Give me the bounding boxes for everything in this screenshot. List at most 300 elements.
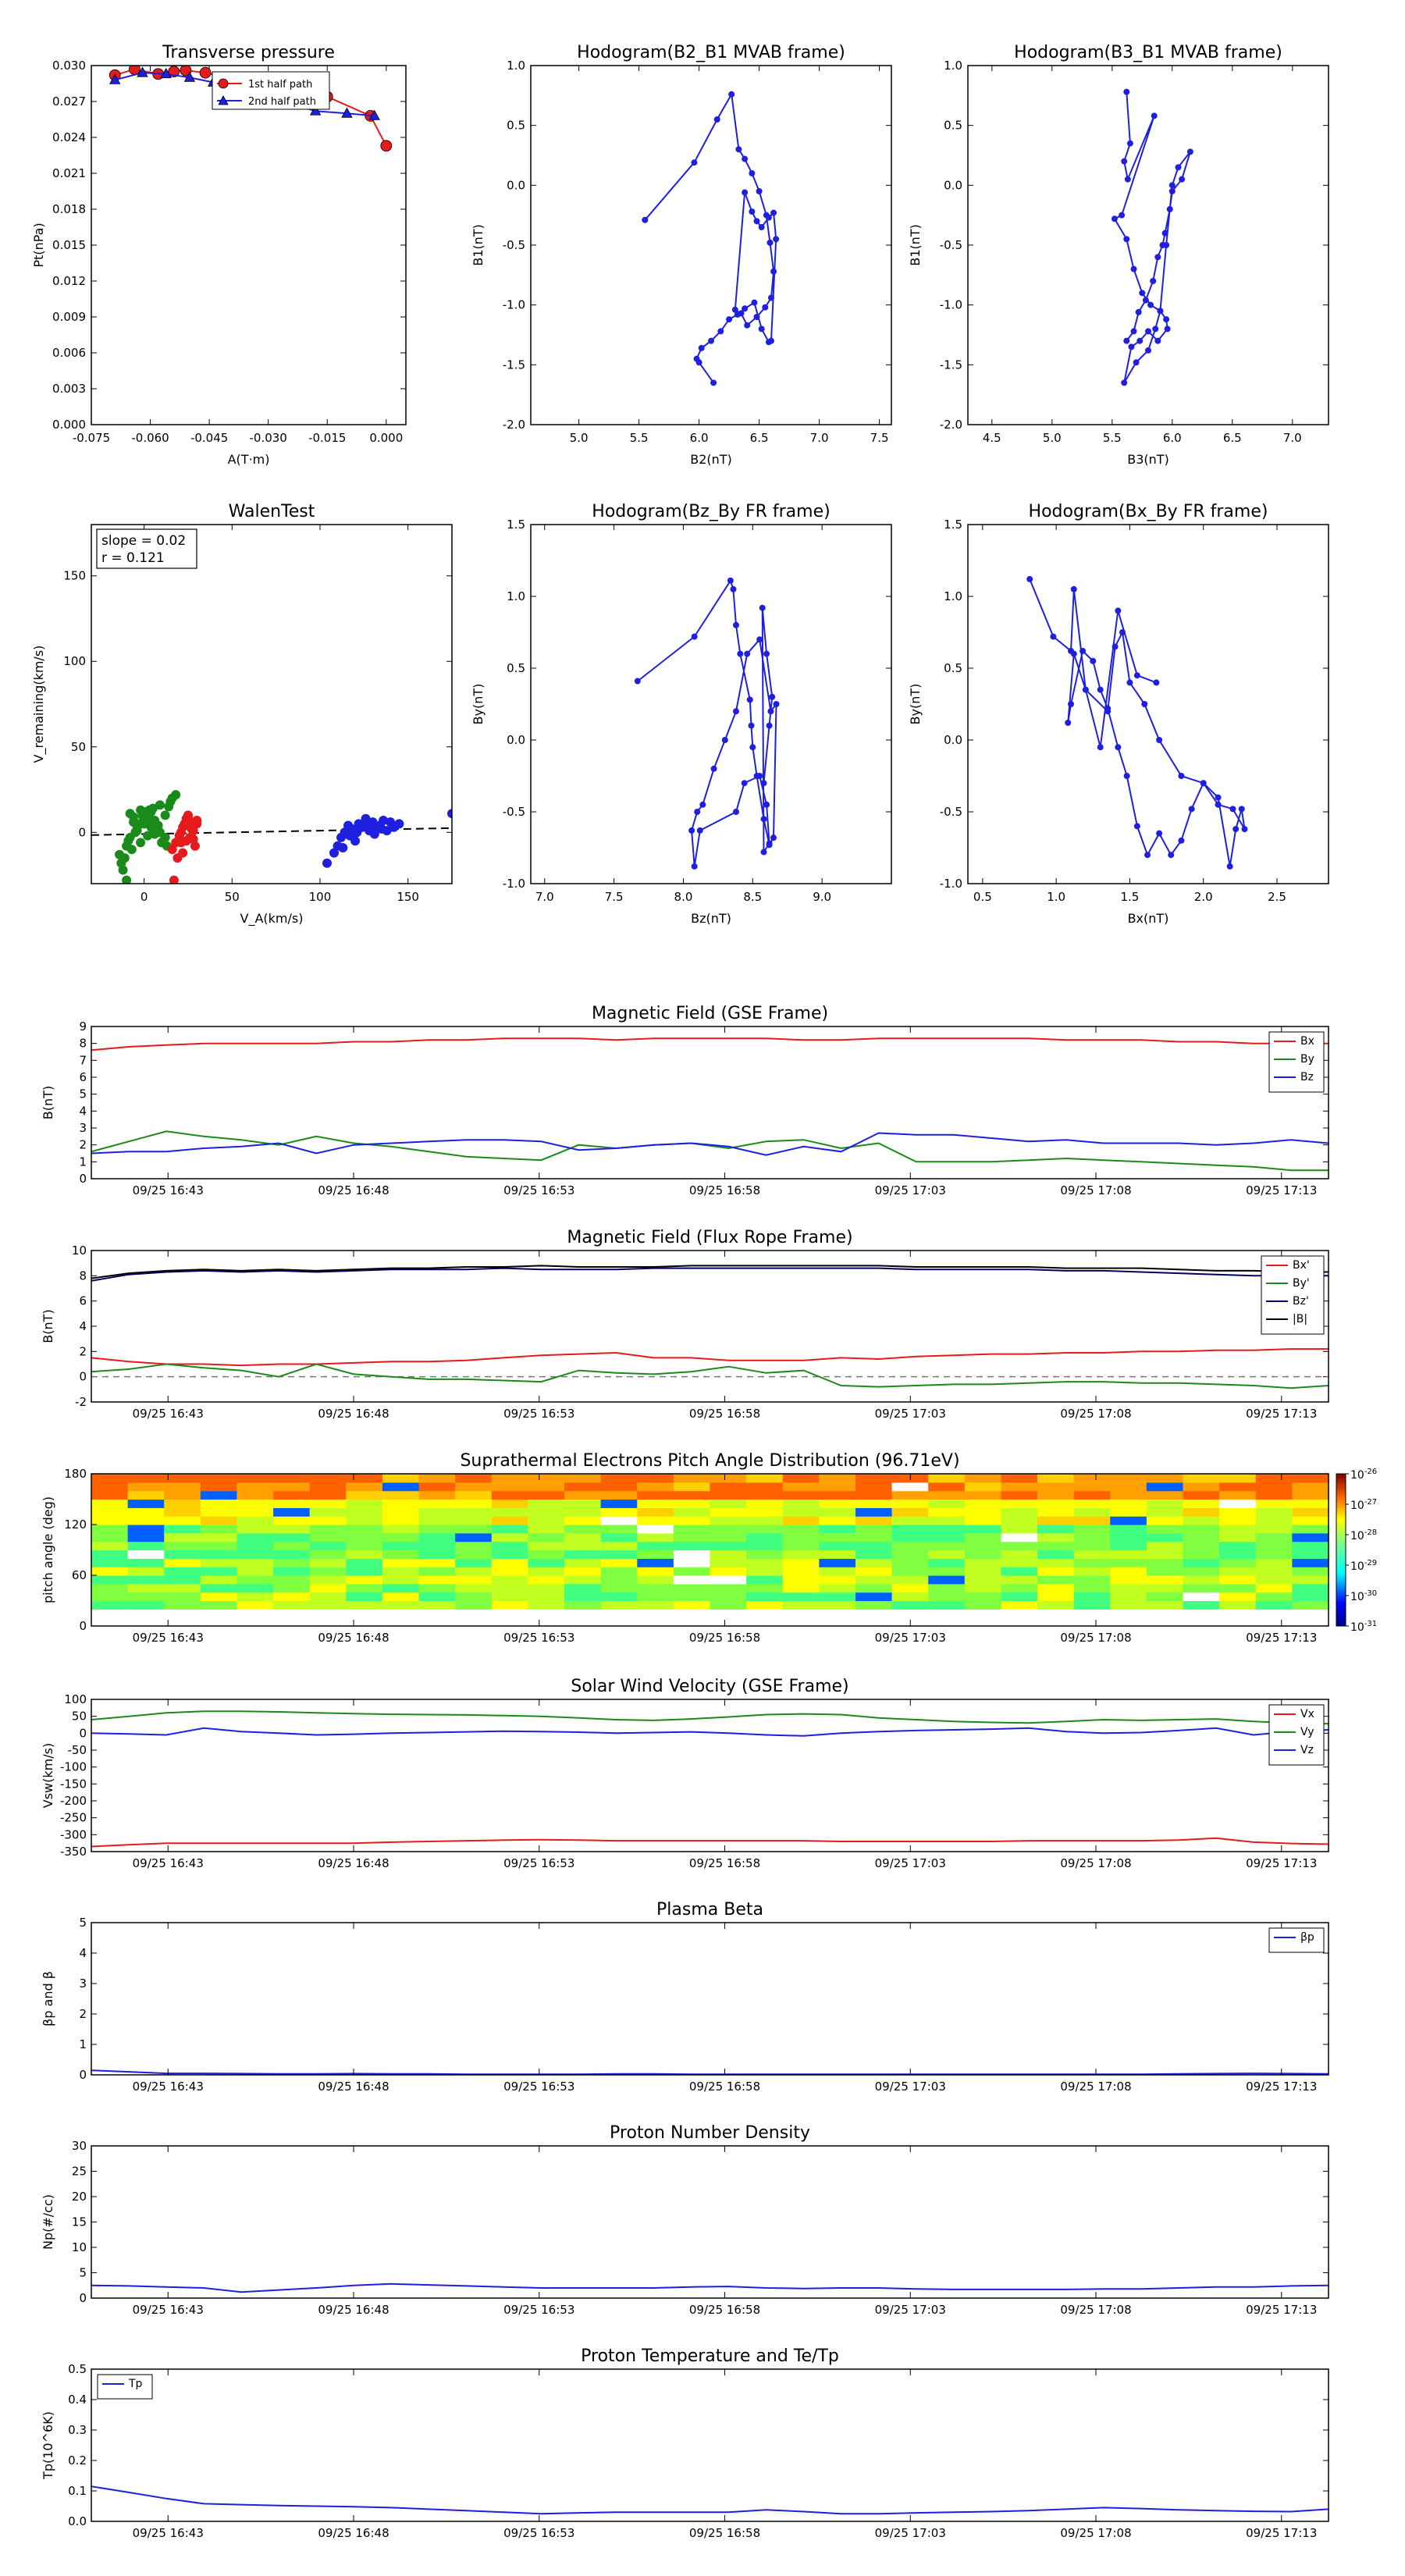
heatmap-cell bbox=[1110, 1507, 1147, 1516]
y-tick-label: 1.0 bbox=[944, 59, 962, 73]
y-tick-label: 3 bbox=[79, 1121, 87, 1135]
x-tick-label: 09/25 16:43 bbox=[132, 2080, 204, 2094]
heatmap-cell bbox=[528, 1507, 564, 1516]
chart-title: Transverse pressure bbox=[162, 43, 335, 62]
heatmap-cell bbox=[1110, 1592, 1147, 1601]
heatmap-cell bbox=[710, 1567, 747, 1575]
x-tick-label: 0.5 bbox=[973, 890, 992, 904]
heatmap-cell bbox=[91, 1507, 128, 1516]
heatmap-cell bbox=[273, 1516, 310, 1525]
heatmap-cell bbox=[201, 1533, 237, 1542]
data-point bbox=[727, 578, 734, 584]
heatmap-cell bbox=[237, 1525, 273, 1533]
heatmap-cell bbox=[1001, 1491, 1037, 1500]
heatmap-cell bbox=[492, 1507, 528, 1516]
y-tick-label: 0.003 bbox=[52, 382, 86, 396]
data-point bbox=[1168, 852, 1174, 858]
heatmap-cell bbox=[91, 1601, 128, 1610]
y-tick-label: 8 bbox=[79, 1036, 87, 1051]
heatmap-cell bbox=[1147, 1482, 1183, 1491]
heatmap-cell bbox=[1147, 1558, 1183, 1567]
heatmap-cell bbox=[855, 1482, 892, 1491]
x-tick-label: 09/25 17:03 bbox=[874, 2303, 946, 2317]
data-point bbox=[766, 215, 772, 221]
data-point bbox=[1126, 679, 1133, 685]
data-point bbox=[1071, 586, 1077, 592]
heatmap-cell bbox=[1219, 1525, 1256, 1533]
heatmap-cell bbox=[1110, 1601, 1147, 1610]
heatmap-cell bbox=[601, 1584, 638, 1592]
heatmap-cell bbox=[1219, 1601, 1256, 1610]
data-point bbox=[1139, 290, 1145, 296]
heatmap-cell bbox=[1183, 1542, 1220, 1550]
heatmap-cell bbox=[710, 1575, 747, 1584]
legend bbox=[1269, 1705, 1324, 1765]
annotation-r: r = 0.121 bbox=[101, 550, 165, 566]
data-point bbox=[691, 159, 697, 165]
heatmap-cell bbox=[1147, 1516, 1183, 1525]
data-point bbox=[1152, 326, 1158, 332]
y-tick-label: 3 bbox=[79, 1976, 87, 1991]
heatmap-cell bbox=[637, 1516, 674, 1525]
heatmap-cell bbox=[273, 1584, 310, 1592]
heatmap-cell bbox=[1110, 1542, 1147, 1550]
heatmap-cell bbox=[1037, 1584, 1074, 1592]
heatmap-cell bbox=[201, 1584, 237, 1592]
y-tick-label: -0.5 bbox=[502, 238, 525, 252]
heatmap-cell bbox=[382, 1542, 419, 1550]
heatmap-cell bbox=[855, 1491, 892, 1500]
legend bbox=[212, 72, 329, 109]
y-tick-label: -350 bbox=[59, 1845, 87, 1859]
heatmap-cell bbox=[1074, 1500, 1111, 1508]
data-point bbox=[761, 780, 767, 786]
data-point bbox=[751, 300, 757, 306]
heatmap-cell bbox=[783, 1542, 820, 1550]
chart-title: Hodogram(Bz_By FR frame) bbox=[592, 502, 831, 521]
y-axis-label: Np(#/cc) bbox=[41, 2194, 55, 2250]
heatmap-cell bbox=[1183, 1516, 1220, 1525]
data-point bbox=[1150, 278, 1156, 284]
heatmap-cell bbox=[783, 1482, 820, 1491]
data-point bbox=[1071, 651, 1077, 657]
heatmap-cell bbox=[928, 1592, 965, 1601]
heatmap-cell bbox=[528, 1542, 564, 1550]
heatmap-cell bbox=[346, 1601, 382, 1610]
heatmap-cell bbox=[1110, 1575, 1147, 1584]
heatmap-cell bbox=[164, 1584, 201, 1592]
heatmap-cell bbox=[310, 1584, 347, 1592]
y-axis-label: By(nT) bbox=[471, 683, 486, 725]
colorbar-label: $10^{-31}$ bbox=[1350, 1620, 1378, 1634]
heatmap-cell bbox=[637, 1542, 674, 1550]
data-point bbox=[1136, 338, 1143, 344]
heatmap-cell bbox=[1183, 1507, 1220, 1516]
heatmap-cell bbox=[273, 1507, 310, 1516]
heatmap-cell bbox=[1037, 1482, 1074, 1491]
data-point bbox=[749, 208, 755, 215]
y-tick-label: 0.5 bbox=[68, 2362, 87, 2376]
heatmap-cell bbox=[201, 1550, 237, 1559]
heatmap-cell bbox=[1147, 1500, 1183, 1508]
heatmap-cell bbox=[237, 1575, 273, 1584]
data-point bbox=[1169, 182, 1176, 188]
data-point bbox=[692, 634, 698, 640]
y-tick-label: 25 bbox=[71, 2164, 87, 2179]
y-tick-label: 0.006 bbox=[52, 346, 86, 360]
heatmap-cell bbox=[128, 1601, 165, 1610]
x-tick-label: 6.5 bbox=[1222, 431, 1242, 445]
heatmap-cell bbox=[1256, 1601, 1293, 1610]
colorbar-label: $10^{-26}$ bbox=[1350, 1468, 1378, 1482]
data-point bbox=[1112, 643, 1119, 649]
data-point bbox=[770, 834, 777, 841]
y-tick-label: 0.012 bbox=[52, 274, 86, 288]
heatmap-cell bbox=[892, 1491, 929, 1500]
heatmap-cell bbox=[455, 1533, 492, 1542]
heatmap-cell bbox=[1183, 1584, 1220, 1592]
data-point bbox=[1200, 780, 1207, 786]
heatmap-cell bbox=[674, 1542, 710, 1550]
y-tick-label: 0.0 bbox=[944, 733, 962, 747]
heatmap-cell bbox=[1074, 1550, 1111, 1559]
heatmap-cell bbox=[783, 1567, 820, 1575]
data-point bbox=[1232, 826, 1239, 832]
heatmap-cell bbox=[128, 1592, 165, 1601]
x-tick-label: 6.5 bbox=[749, 431, 769, 445]
heatmap-cell bbox=[164, 1507, 201, 1516]
heatmap-cell bbox=[237, 1474, 273, 1482]
x-tick-label: 7.0 bbox=[809, 431, 829, 445]
heatmap-cell bbox=[819, 1500, 855, 1508]
heatmap-cell bbox=[928, 1601, 965, 1610]
heatmap-cell bbox=[1219, 1507, 1256, 1516]
heatmap-cell bbox=[237, 1601, 273, 1610]
heatmap-cell bbox=[128, 1567, 165, 1575]
y-tick-label: -150 bbox=[59, 1777, 87, 1791]
x-tick-label: 8.5 bbox=[743, 890, 763, 904]
x-tick-label: 09/25 17:13 bbox=[1246, 1183, 1318, 1197]
heatmap-cell bbox=[128, 1542, 165, 1550]
heatmap-cell bbox=[1219, 1575, 1256, 1584]
heatmap-cell bbox=[855, 1500, 892, 1508]
heatmap-cell bbox=[746, 1542, 783, 1550]
heatmap-cell bbox=[382, 1558, 419, 1567]
x-tick-label: 2.5 bbox=[1268, 890, 1286, 904]
heatmap-cell bbox=[201, 1482, 237, 1491]
heatmap-cell bbox=[819, 1516, 855, 1525]
y-tick-label: 5 bbox=[79, 1087, 87, 1101]
heatmap-cell bbox=[346, 1558, 382, 1567]
heatmap-cell bbox=[601, 1575, 638, 1584]
heatmap-cell bbox=[819, 1558, 855, 1567]
heatmap-cell bbox=[819, 1525, 855, 1533]
legend-label: Bx' bbox=[1293, 1259, 1310, 1272]
y-tick-label: 5 bbox=[79, 2265, 87, 2280]
heatmap-cell bbox=[91, 1575, 128, 1584]
heatmap-cell bbox=[310, 1500, 347, 1508]
heatmap-cell bbox=[1037, 1575, 1074, 1584]
heatmap-cell bbox=[201, 1542, 237, 1550]
heatmap-cell bbox=[128, 1507, 165, 1516]
data-point bbox=[1144, 852, 1151, 858]
heatmap-cell bbox=[1001, 1533, 1037, 1542]
heatmap-cell bbox=[310, 1567, 347, 1575]
x-tick-label: -0.015 bbox=[308, 431, 347, 445]
y-tick-label: 2 bbox=[79, 1137, 87, 1152]
heatmap-cell bbox=[892, 1550, 929, 1559]
x-tick-label: 09/25 17:13 bbox=[1246, 1407, 1318, 1421]
data-point bbox=[711, 766, 717, 772]
data-point bbox=[1115, 744, 1121, 750]
heatmap-cell bbox=[1147, 1525, 1183, 1533]
data-point bbox=[1167, 206, 1173, 212]
heatmap-cell bbox=[91, 1491, 128, 1500]
heatmap-cell bbox=[382, 1500, 419, 1508]
x-tick-label: 09/25 16:53 bbox=[503, 1856, 575, 1870]
y-tick-label: 0 bbox=[79, 2291, 87, 2305]
data-point bbox=[1083, 687, 1089, 693]
heatmap-cell bbox=[528, 1601, 564, 1610]
x-tick-label: 09/25 16:53 bbox=[503, 1183, 575, 1197]
x-tick-label: 09/25 17:08 bbox=[1060, 2526, 1132, 2540]
chart-title: WalenTest bbox=[228, 502, 315, 521]
x-tick-label: 09/25 17:03 bbox=[874, 1183, 946, 1197]
heatmap-cell bbox=[455, 1474, 492, 1482]
x-tick-label: 7.0 bbox=[535, 890, 554, 904]
x-axis-label: Bx(nT) bbox=[1127, 911, 1169, 926]
heatmap-cell bbox=[819, 1482, 855, 1491]
heatmap-cell bbox=[855, 1592, 892, 1601]
heatmap-cell bbox=[637, 1550, 674, 1559]
data-point bbox=[1119, 212, 1125, 219]
heatmap-cell bbox=[601, 1474, 638, 1482]
heatmap-cell bbox=[1256, 1516, 1293, 1525]
data-point bbox=[126, 809, 135, 818]
heatmap-cell bbox=[1183, 1558, 1220, 1567]
heatmap-cell bbox=[201, 1558, 237, 1567]
data-point bbox=[726, 316, 732, 322]
heatmap-cell bbox=[91, 1584, 128, 1592]
data-point bbox=[733, 622, 739, 628]
heatmap-cell bbox=[601, 1500, 638, 1508]
data-point bbox=[1125, 176, 1131, 183]
data-point bbox=[1128, 343, 1134, 350]
data-point bbox=[742, 156, 748, 162]
x-axis-label: B3(nT) bbox=[1127, 452, 1169, 467]
x-tick-label: 7.5 bbox=[604, 890, 624, 904]
heatmap-cell bbox=[1037, 1491, 1074, 1500]
data-point bbox=[763, 651, 770, 657]
heatmap-cell bbox=[1037, 1592, 1074, 1601]
heatmap-cell bbox=[382, 1575, 419, 1584]
heatmap-cell bbox=[128, 1558, 165, 1567]
x-tick-label: -0.075 bbox=[72, 431, 111, 445]
heatmap-cell bbox=[1256, 1500, 1293, 1508]
heatmap-cell bbox=[1147, 1567, 1183, 1575]
data-point bbox=[762, 304, 768, 311]
data-point bbox=[1127, 141, 1133, 147]
heatmap-cell bbox=[710, 1482, 747, 1491]
heatmap-cell bbox=[346, 1525, 382, 1533]
heatmap-cell bbox=[746, 1584, 783, 1592]
heatmap-cell bbox=[1183, 1550, 1220, 1559]
y-axis-label: B(nT) bbox=[41, 1309, 55, 1343]
x-tick-label: 2.0 bbox=[1193, 890, 1213, 904]
heatmap-cell bbox=[164, 1558, 201, 1567]
heatmap-cell bbox=[710, 1542, 747, 1550]
heatmap-cell bbox=[564, 1500, 601, 1508]
heatmap-cell bbox=[1292, 1491, 1329, 1500]
heatmap-cell bbox=[1074, 1525, 1111, 1533]
y-tick-label: -300 bbox=[59, 1827, 87, 1842]
heatmap-cell bbox=[310, 1592, 347, 1601]
heatmap-cell bbox=[637, 1567, 674, 1575]
heatmap-cell bbox=[1183, 1500, 1220, 1508]
heatmap-cell bbox=[965, 1482, 1001, 1491]
chart-title: Magnetic Field (Flux Rope Frame) bbox=[567, 1228, 853, 1247]
y-tick-label: 50 bbox=[71, 1709, 87, 1724]
y-tick-label: 100 bbox=[63, 654, 86, 669]
heatmap-cell bbox=[564, 1516, 601, 1525]
x-tick-label: 09/25 17:03 bbox=[874, 1856, 946, 1870]
heatmap-cell bbox=[164, 1500, 201, 1508]
heatmap-cell bbox=[783, 1558, 820, 1567]
x-tick-label: 50 bbox=[224, 890, 240, 904]
heatmap-cell bbox=[1074, 1558, 1111, 1567]
heatmap-cell bbox=[601, 1567, 638, 1575]
heatmap-cell bbox=[819, 1592, 855, 1601]
x-tick-label: 09/25 16:53 bbox=[503, 2303, 575, 2317]
data-point bbox=[1143, 297, 1149, 304]
heatmap-cell bbox=[419, 1542, 456, 1550]
data-point bbox=[381, 141, 392, 151]
data-point bbox=[1134, 823, 1140, 829]
heatmap-cell bbox=[1110, 1516, 1147, 1525]
data-point bbox=[1151, 112, 1158, 119]
heatmap-cell bbox=[1256, 1550, 1293, 1559]
heatmap-cell bbox=[855, 1507, 892, 1516]
y-tick-label: 50 bbox=[70, 739, 86, 754]
heatmap-cell bbox=[637, 1525, 674, 1533]
data-point bbox=[1178, 838, 1184, 844]
heatmap-cell bbox=[710, 1550, 747, 1559]
x-axis-label: Bz(nT) bbox=[691, 911, 731, 926]
heatmap-cell bbox=[128, 1482, 165, 1491]
colorbar-label: $10^{-30}$ bbox=[1350, 1589, 1378, 1603]
heatmap-cell bbox=[91, 1592, 128, 1601]
heatmap-cell bbox=[273, 1474, 310, 1482]
heatmap-cell bbox=[419, 1575, 456, 1584]
x-tick-label: 09/25 17:08 bbox=[1060, 1407, 1132, 1421]
heatmap-cell bbox=[1292, 1542, 1329, 1550]
heatmap-cell bbox=[91, 1500, 128, 1508]
y-tick-label: 10 bbox=[71, 2240, 87, 2254]
heatmap-cell bbox=[1037, 1525, 1074, 1533]
x-tick-label: 09/25 17:03 bbox=[874, 1407, 946, 1421]
data-point bbox=[773, 236, 779, 242]
heatmap-cell bbox=[1292, 1558, 1329, 1567]
y-tick-label: -200 bbox=[59, 1794, 87, 1808]
data-point bbox=[1080, 648, 1086, 654]
heatmap-cell bbox=[564, 1558, 601, 1567]
chart-title: Plasma Beta bbox=[656, 1900, 763, 1920]
x-tick-label: 09/25 16:43 bbox=[132, 1407, 204, 1421]
data-point bbox=[136, 838, 145, 847]
heatmap-cell bbox=[928, 1491, 965, 1500]
data-point bbox=[1163, 316, 1169, 322]
heatmap-cell bbox=[419, 1567, 456, 1575]
heatmap-cell bbox=[783, 1474, 820, 1482]
heatmap-cell bbox=[855, 1474, 892, 1482]
y-tick-label: -1.0 bbox=[502, 297, 525, 312]
heatmap-cell bbox=[91, 1558, 128, 1567]
data-point bbox=[1227, 863, 1233, 870]
data-point bbox=[189, 826, 198, 835]
heatmap-cell bbox=[419, 1592, 456, 1601]
heatmap-cell bbox=[1292, 1592, 1329, 1601]
data-point bbox=[1121, 379, 1127, 386]
heatmap-cell bbox=[746, 1558, 783, 1567]
data-point bbox=[744, 322, 750, 329]
data-point bbox=[767, 708, 774, 714]
heatmap-cell bbox=[1256, 1592, 1293, 1601]
legend-label: By bbox=[1300, 1053, 1314, 1066]
heatmap-cell bbox=[419, 1500, 456, 1508]
heatmap-cell bbox=[201, 1592, 237, 1601]
heatmap-cell bbox=[564, 1491, 601, 1500]
heatmap-cell bbox=[674, 1584, 710, 1592]
heatmap-cell bbox=[892, 1575, 929, 1584]
y-tick-label: 5 bbox=[79, 1916, 87, 1930]
y-tick-label: 0.018 bbox=[52, 202, 86, 216]
data-point bbox=[735, 311, 741, 318]
data-point bbox=[1065, 720, 1071, 726]
y-tick-label: 4 bbox=[79, 1319, 87, 1333]
heatmap-cell bbox=[382, 1592, 419, 1601]
data-point bbox=[728, 91, 735, 98]
data-point bbox=[763, 802, 770, 808]
data-point bbox=[1239, 806, 1245, 812]
heatmap-cell bbox=[1001, 1542, 1037, 1550]
heatmap-cell bbox=[455, 1584, 492, 1592]
heatmap-cell bbox=[346, 1491, 382, 1500]
heatmap-cell bbox=[1074, 1474, 1111, 1482]
data-point bbox=[1187, 148, 1193, 155]
heatmap-cell bbox=[528, 1474, 564, 1482]
heatmap-cell bbox=[746, 1567, 783, 1575]
heatmap-cell bbox=[1110, 1474, 1147, 1482]
heatmap-cell bbox=[1292, 1500, 1329, 1508]
heatmap-cell bbox=[1183, 1567, 1220, 1575]
heatmap-cell bbox=[273, 1592, 310, 1601]
x-tick-label: 09/25 17:13 bbox=[1246, 2303, 1318, 2317]
data-point bbox=[1165, 326, 1171, 332]
heatmap-cell bbox=[1292, 1601, 1329, 1610]
data-point bbox=[754, 314, 760, 320]
heatmap-cell bbox=[346, 1542, 382, 1550]
heatmap-cell bbox=[637, 1500, 674, 1508]
heatmap-cell bbox=[455, 1482, 492, 1491]
heatmap-cell bbox=[564, 1584, 601, 1592]
heatmap-cell bbox=[855, 1601, 892, 1610]
x-tick-label: 09/25 16:58 bbox=[688, 1183, 761, 1197]
data-point bbox=[116, 859, 126, 868]
y-axis-label: B1(nT) bbox=[908, 224, 923, 266]
heatmap-cell bbox=[892, 1516, 929, 1525]
heatmap-cell bbox=[419, 1474, 456, 1482]
data-point bbox=[769, 694, 775, 700]
